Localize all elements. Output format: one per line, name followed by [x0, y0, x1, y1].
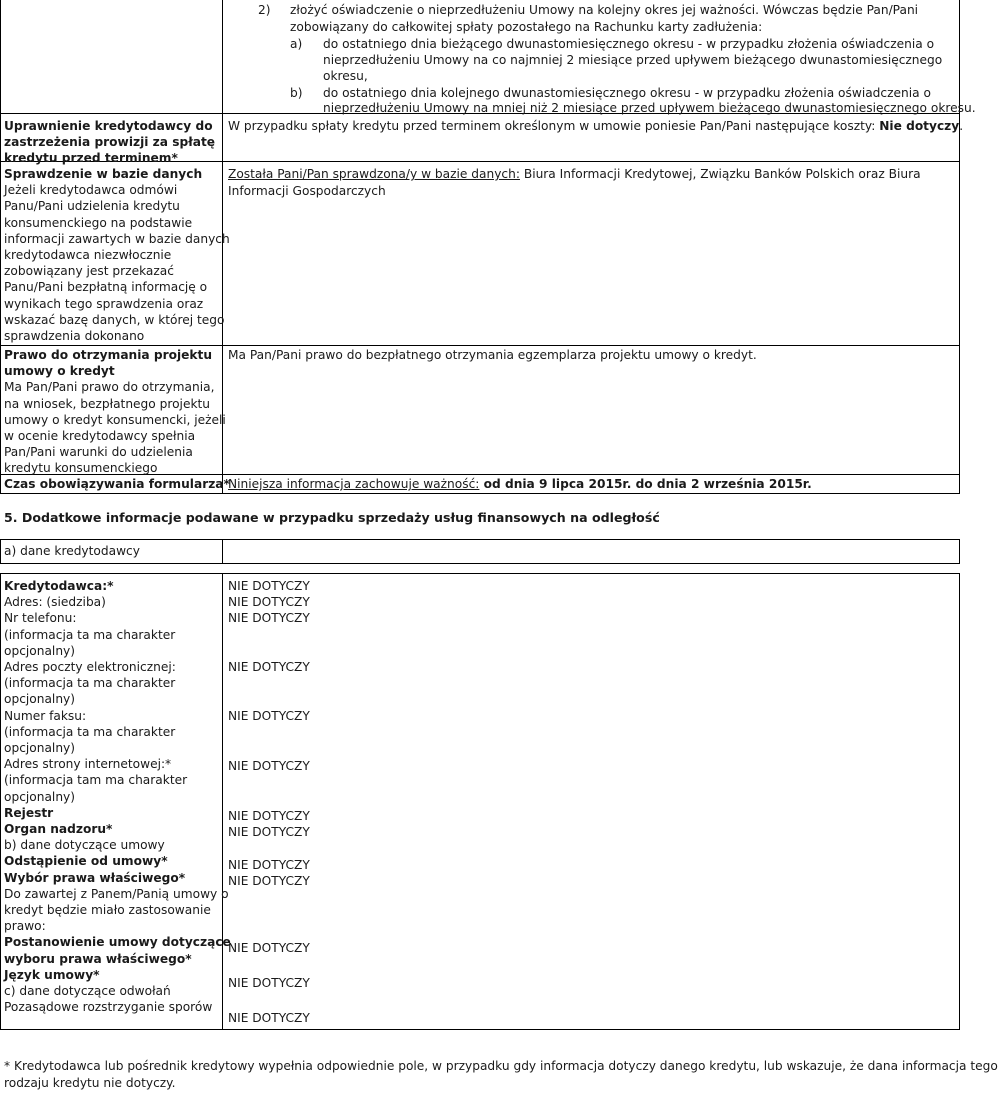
value-not-applicable: NIE DOTYCZY — [228, 660, 310, 674]
section-a-label: a) dane kredytodawcy — [4, 544, 140, 558]
sublist-letter: a) — [290, 37, 303, 51]
table-border-right — [959, 539, 960, 564]
table-border-left — [0, 573, 1, 1030]
list-item-text: zobowiązany do całkowitej spłaty pozostałego na Rachunku karty zadłużenia: — [290, 20, 763, 34]
table-border-top — [0, 573, 960, 574]
row-label-database-check: Sprawdzenie w bazie danych Jeżeli kredytodawca odmówi Panu/Pani udzielenia kredytu konsumenckiego na podstawie informacji zawartych w bazie danych kredytodawca niezwłocznie zobowiązany jest przekazać Panu/Pani bezpłatną informację o wynikach tego sprawdzenia oraz wskazać bazę danych, w której tego sprawdzenia dokonano — [4, 167, 230, 344]
value-not-applicable: NIE DOTYCZY — [228, 976, 310, 990]
table-border-right — [959, 573, 960, 1030]
label-organ-nadzoru: Organ nadzoru* — [4, 822, 113, 837]
row-value-validity: Niniejsza informacja zachowuje ważność: od dnia 9 lipca 2015r. do dnia 2 września 2015r. — [228, 477, 812, 491]
label-rejestr: Rejestr — [4, 805, 54, 820]
table-column-divider — [222, 539, 223, 564]
value-not-applicable: NIE DOTYCZY — [228, 1011, 310, 1025]
sublist-item-text: do ostatniego dnia kolejnego dwunastomiesięcznego okresu - w przypadku złożenia oświadczenia o — [323, 86, 931, 100]
creditor-details-labels: Kredytodawca:* Adres: (siedziba) Nr telefonu: (informacja ta ma charakter opcjonalny) Adres poczty elektronicznej: (informacja ta ma charakter opcjonalny) Numer faksu: (informacja ta ma charakter opcjonalny) Adres strony internetowej:* (informacja tam ma charakter opcjonalny) Rejestr Organ nadzoru* b) dane dotyczące umowy Odstąpienie od umowy* Wybór prawa właściwego* Do zawartej z Panem/Panią umowy o kredyt będzie miało zastosowanie prawo: Postanowienie umowy dotyczące wyboru prawa właściwego* Język umowy* c) dane dotyczące odwołań Pozasądowe rozstrzyganie sporów — [4, 579, 231, 1015]
row-value-draft-agreement: Ma Pan/Pani prawo do bezpłatnego otrzymania egzemplarza projektu umowy o kredyt. — [228, 348, 757, 362]
value-not-applicable: NIE DOTYCZY — [228, 809, 310, 823]
table-bottom-border — [0, 493, 960, 494]
label-postanowienie: Postanowienie umowy dotyczące — [4, 935, 231, 950]
label-adres-www: Adres strony internetowej:* — [4, 757, 172, 772]
row-value-database-check: Została Pani/Pan sprawdzona/y w bazie danych: Biura Informacji Kredytowej, Związku Banków Polskich oraz Biura — [228, 167, 921, 181]
label-jezyk: Język umowy* — [4, 967, 100, 982]
list-item-text: złożyć oświadczenie o nieprzedłużeniu Umowy na kolejny okres jej ważności. Wówczas będzie Pan/Pani — [290, 3, 919, 17]
value-not-applicable: NIE DOTYCZY — [228, 709, 310, 723]
label-pozasadowe: Pozasądowe rozstrzyganie sporów — [4, 1000, 213, 1015]
sublist-item-text: nieprzedłużeniu Umowy na co najmniej 2 miesiące przed upływem bieżącego dwunastomiesięcznego — [323, 53, 943, 67]
row-value-database-check: Informacji Gospodarczych — [228, 184, 386, 198]
value-not-applicable: NIE DOTYCZY — [228, 611, 310, 625]
value-not-applicable: NIE DOTYCZY — [228, 595, 310, 609]
section-heading: 5. Dodatkowe informacje podawane w przypadku sprzedaży usług finansowych na odległość — [4, 510, 660, 525]
value-not-applicable: NIE DOTYCZY — [228, 874, 310, 888]
table-border-bottom — [0, 563, 960, 564]
table-border-left — [0, 0, 1, 494]
value-not-applicable: NIE DOTYCZY — [228, 825, 310, 839]
row-label-validity: Czas obowiązywania formularza* — [4, 477, 230, 491]
label-nr-telefonu: Nr telefonu: — [4, 611, 77, 626]
footnote: * Kredytodawca lub pośrednik kredytowy wypełnia odpowiednie pole, w przypadku gdy informacja dotyczy danego kredytu, lub wskazuje, że dana informacja tego — [4, 1059, 998, 1073]
value-not-applicable: NIE DOTYCZY — [228, 941, 310, 955]
value-not-applicable: NIE DOTYCZY — [228, 579, 310, 593]
value-not-applicable: NIE DOTYCZY — [228, 759, 310, 773]
row-divider — [0, 345, 960, 346]
label-section-b: b) dane dotyczące umowy — [4, 838, 165, 853]
label-adres-email: Adres poczty elektronicznej: — [4, 660, 176, 675]
table-border-bottom — [0, 1029, 960, 1030]
label-section-c: c) dane dotyczące odwołań — [4, 984, 171, 999]
sublist-item-text: do ostatniego dnia bieżącego dwunastomiesięcznego okresu - w przypadku złożenia oświadczenia o — [323, 37, 935, 51]
sublist-letter: b) — [290, 86, 303, 100]
label-kredytodawca: Kredytodawca:* — [4, 579, 114, 593]
table-border-left — [0, 539, 1, 564]
row-label-draft-agreement: Prawo do otrzymania projektu umowy o kredyt Ma Pan/Pani prawo do otrzymania, na wniosek, bezpłatnego projektu umowy o kredyt konsumencki, jeżeli w ocenie kredytodawcy spełnia Pan/Pani warunki do udzielenia kredytu konsumenckiego — [4, 348, 226, 476]
table-border-right — [959, 0, 960, 494]
table-border-top — [0, 539, 960, 540]
label-odstapienie: Odstąpienie od umowy* — [4, 854, 168, 869]
value-not-applicable: NIE DOTYCZY — [228, 858, 310, 872]
label-numer-faksu: Numer faksu: — [4, 708, 87, 723]
sublist-item-text: nieprzedłużeniu Umowy na mniej niż 2 miesiące przed upływem bieżącego dwunastomiesięcznego okresu. — [323, 101, 976, 115]
label-adres: Adres: (siedziba) — [4, 595, 106, 610]
list-number: 2) — [258, 3, 271, 17]
row-label-prepayment: Uprawnienie kredytodawcy do zastrzeżenia prowizji za spłatę kredytu przed terminem* — [4, 119, 216, 166]
sublist-item-text: okresu, — [323, 69, 368, 83]
footnote: rodzaju kredytu nie dotyczy. — [4, 1076, 176, 1090]
row-value-prepayment: W przypadku spłaty kredytu przed terminem określonym w umowie poniesie Pan/Pani następujące koszty: Nie dotyczy. — [228, 119, 964, 133]
label-wybor-prawa: Wybór prawa właściwego* — [4, 870, 186, 885]
